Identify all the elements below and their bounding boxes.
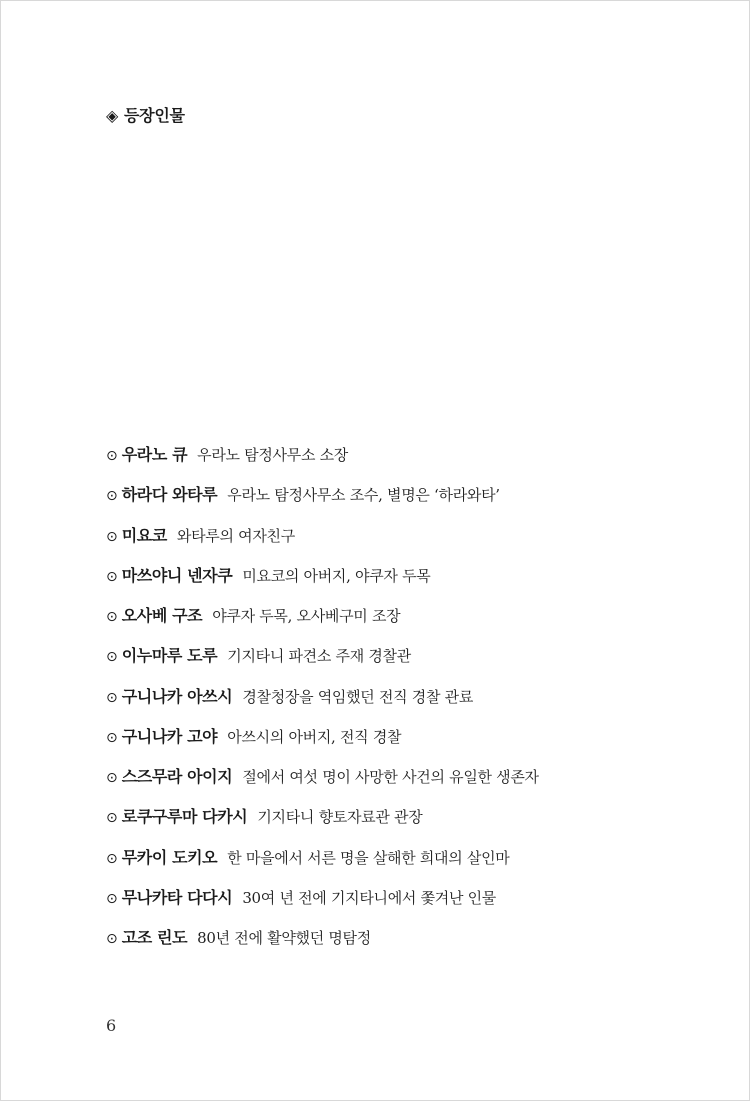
character-name: 고조 린도 [121, 928, 188, 947]
character-description: 야쿠자 두목, 오사베구미 조장 [212, 607, 401, 625]
character-item [106, 925, 539, 965]
character-name: 하라다 와타루 [121, 485, 218, 505]
circle-dot-bullet-icon: ⊙ [106, 810, 118, 827]
character-item [106, 482, 539, 522]
character-description: 기지타니 파견소 주재 경찰관 [227, 647, 411, 666]
character-name: 우라노 큐 [121, 445, 188, 464]
circle-dot-bullet-icon: ⊙ [106, 770, 118, 786]
character-description: 우라노 탐정사무소 소장 [197, 446, 348, 464]
character-description: 기지타니 향토자료관 관장 [257, 808, 423, 827]
character-item [106, 845, 539, 885]
character-name: 로쿠구루마 다카시 [121, 807, 248, 827]
character-item [106, 804, 539, 844]
character-item [106, 684, 539, 724]
character-name: 마쓰야니 넨자쿠 [121, 565, 233, 585]
character-name: 무나카타 다다시 [121, 887, 233, 907]
character-description: 아쓰시의 아버지, 전직 경찰 [227, 727, 402, 746]
section-heading [106, 103, 185, 126]
character-name: 무카이 도키오 [121, 847, 218, 867]
section-title: 등장인물 [124, 106, 185, 125]
character-description: 우라노 탐정사무소 조수, 별명은 ‘하라와타’ [227, 486, 500, 505]
character-description: 80년 전에 활약했던 명탐정 [197, 929, 371, 947]
circle-dot-bullet-icon: ⊙ [106, 850, 118, 867]
circle-dot-bullet-icon: ⊙ [106, 689, 118, 706]
diamond-marker-icon: ◈ [106, 106, 119, 125]
circle-dot-bullet-icon: ⊙ [106, 931, 118, 947]
character-description: 30여 년 전에 기지타니에서 쫓겨난 인물 [242, 888, 496, 907]
circle-dot-bullet-icon: ⊙ [106, 488, 118, 505]
circle-dot-bullet-icon: ⊙ [106, 448, 118, 464]
circle-dot-bullet-icon: ⊙ [106, 649, 118, 666]
character-description: 미요코의 아버지, 야쿠자 두목 [242, 566, 431, 585]
character-item [106, 603, 539, 643]
character-name: 오사베 구조 [121, 606, 203, 625]
character-item [106, 764, 539, 804]
character-name: 스즈무라 아이지 [121, 767, 233, 786]
character-item [106, 523, 539, 563]
circle-dot-bullet-icon: ⊙ [106, 890, 118, 907]
character-name: 구니나카 아쓰시 [121, 686, 233, 706]
character-description: 한 마을에서 서른 명을 살해한 희대의 살인마 [227, 848, 510, 867]
circle-dot-bullet-icon: ⊙ [106, 609, 118, 625]
character-list [106, 442, 539, 965]
character-name: 미요코 [121, 525, 167, 545]
page-number: 6 [106, 1016, 117, 1035]
circle-dot-bullet-icon: ⊙ [106, 528, 118, 545]
character-name: 구니나카 고야 [121, 726, 218, 746]
character-item [106, 724, 539, 764]
circle-dot-bullet-icon: ⊙ [106, 729, 118, 746]
character-description: 와타루의 여자친구 [176, 526, 295, 545]
circle-dot-bullet-icon: ⊙ [106, 568, 118, 585]
character-description: 절에서 여섯 명이 사망한 사건의 유일한 생존자 [242, 768, 539, 786]
character-item [106, 563, 539, 603]
character-name: 이누마루 도루 [121, 646, 218, 666]
character-item [106, 885, 539, 925]
character-item [106, 442, 539, 482]
character-item [106, 643, 539, 683]
character-description: 경찰청장을 역임했던 전직 경찰 관료 [242, 687, 474, 706]
